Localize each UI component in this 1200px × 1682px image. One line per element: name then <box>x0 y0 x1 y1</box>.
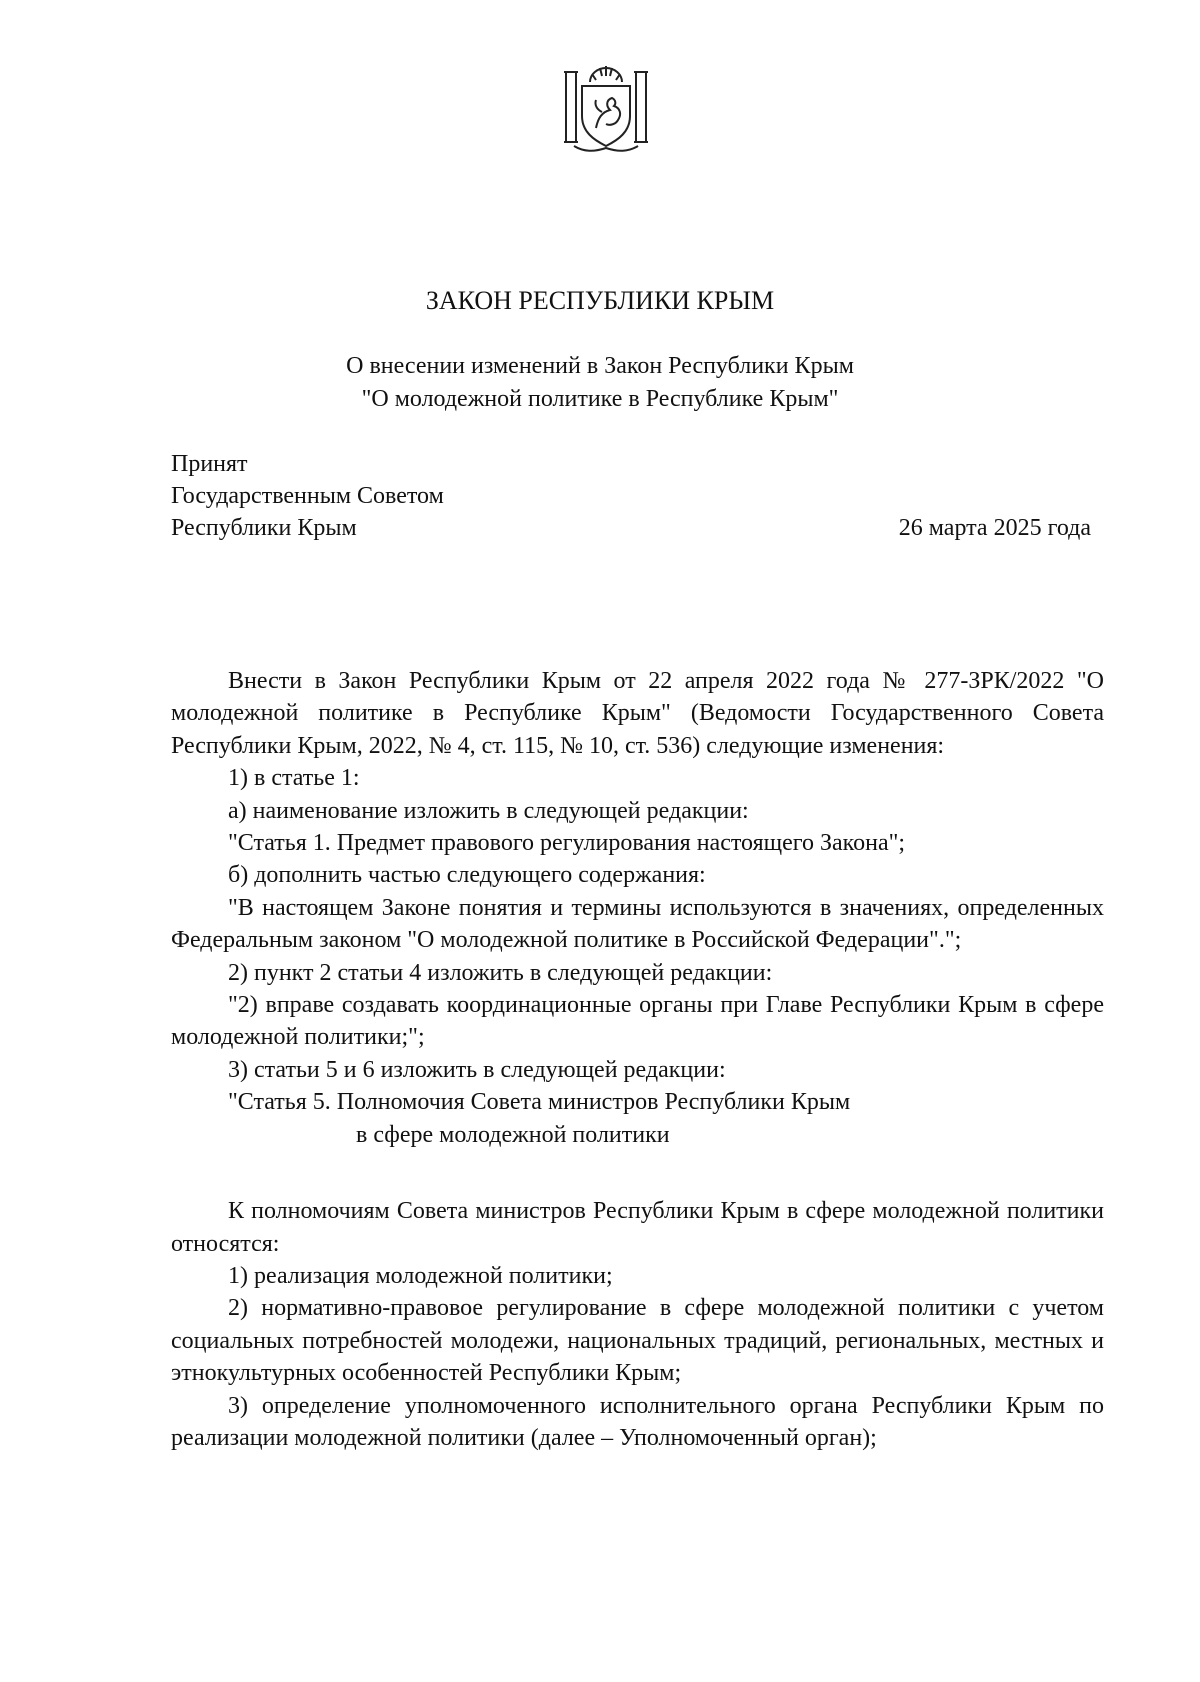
adoption-line: Государственным Советом <box>171 483 444 509</box>
amendment-subitem: а) наименование изложить в следующей редакции: <box>228 797 749 824</box>
subtitle-line: О внесении изменений в Закон Республики Крым <box>346 353 854 379</box>
article-list-item: 3) определение уполномоченного исполнительного органа Республики Крым по реализации молодежной политики (далее – Уполномоченный орган); <box>171 1392 1104 1451</box>
adoption-line: Принят <box>171 451 248 477</box>
intro-paragraph: Внести в Закон Республики Крым от 22 апреля 2022 года № 277-ЗРК/2022 "О молодежной политике в Республике Крым" (Ведомости Государственного Совета Республики Крым, 2022, № 4, ст. 115, № 10, ст. 536) следующие изменения: <box>171 668 1104 759</box>
article-5-heading <box>171 1086 1104 1151</box>
adoption-line: Республики Крым <box>171 515 357 541</box>
document-subtitle <box>0 350 1200 416</box>
amendment-text: "Статья 1. Предмет правового регулирования настоящего Закона"; <box>228 830 906 857</box>
amendment-text: "В настоящем Законе понятия и термины используются в значениях, определенных Федеральным законом "О молодежной политике в Российской Федерации"."; <box>171 894 1104 954</box>
article-list-item: 2) нормативно-правовое регулирование в сфере молодежной политики с учетом социальных потребностей молодежи, национальных традиций, региональных, местных и этнокультурных особенностей Республики Крым; <box>171 1295 1104 1387</box>
article-heading-line: в сфере молодежной политики <box>356 1121 670 1148</box>
spacer <box>171 1151 1104 1195</box>
amendment-item: 1) в статье 1: <box>228 765 360 792</box>
amendment-item: 3) статьи 5 и 6 изложить в следующей редакции: <box>228 1056 726 1083</box>
document-body <box>171 665 1104 1454</box>
adoption-date: 26 марта 2025 года <box>898 515 1091 541</box>
amendment-item: 2) пункт 2 статьи 4 изложить в следующей редакции: <box>228 959 773 986</box>
amendment-text: "2) вправе создавать координационные органы при Главе Республики Крым в сфере молодежной политики;"; <box>171 992 1104 1051</box>
article-paragraph: К полномочиям Совета министров Республики Крым в сфере молодежной политики относятся: <box>171 1198 1104 1257</box>
article-heading-line: "Статья 5. Полномочия Совета министров Республики Крым <box>228 1089 851 1116</box>
amendment-subitem: б) дополнить частью следующего содержания: <box>228 862 706 889</box>
subtitle-line: "О молодежной политике в Республике Крым" <box>361 386 839 412</box>
crimea-coat-of-arms-icon <box>562 62 650 154</box>
adoption-block <box>171 448 444 544</box>
document-title: ЗАКОН РЕСПУБЛИКИ КРЫМ <box>425 286 775 315</box>
article-list-item: 1) реализация молодежной политики; <box>228 1262 613 1289</box>
